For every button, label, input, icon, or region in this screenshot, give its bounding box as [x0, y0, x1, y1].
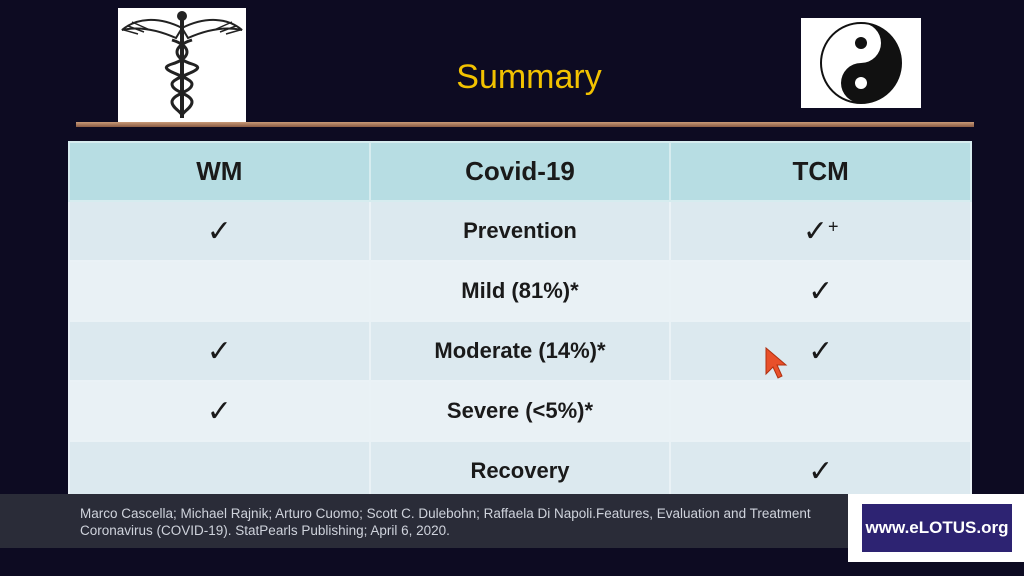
wm-cell — [69, 261, 370, 321]
plus-mark: + — [827, 216, 839, 237]
wm-cell — [69, 441, 370, 501]
table-header-row — [69, 142, 971, 201]
table-row — [69, 381, 971, 441]
tcm-cell — [670, 441, 971, 501]
check-icon: ✓ — [802, 214, 828, 248]
stage-label: Severe (<5%)* — [370, 381, 671, 441]
check-icon: ✓ — [808, 334, 834, 368]
header-covid: Covid-19 — [370, 142, 671, 201]
citation-bar — [0, 494, 852, 548]
summary-table — [68, 141, 972, 502]
check-icon: ✓ — [206, 214, 232, 248]
tcm-cell — [670, 201, 971, 261]
stage-label: Recovery — [370, 441, 671, 501]
tcm-cell — [670, 261, 971, 321]
table-row — [69, 261, 971, 321]
check-icon: ✓ — [206, 394, 232, 428]
wm-cell — [69, 201, 370, 261]
tcm-cell — [670, 381, 971, 441]
table-row — [69, 441, 971, 501]
wm-cell — [69, 381, 370, 441]
cursor-arrow-icon — [764, 346, 788, 385]
stage-label: Mild (81%)* — [370, 261, 671, 321]
stage-label: Prevention — [370, 201, 671, 261]
header-tcm: TCM — [670, 142, 971, 201]
brand-text: www.eLOTUS.org — [862, 504, 1012, 552]
elotus-logo — [848, 494, 1024, 562]
check-icon: ✓ — [808, 274, 834, 308]
slide-title: Summary — [456, 58, 602, 96]
stage-label: Moderate (14%)* — [370, 321, 671, 381]
table-row — [69, 321, 971, 381]
check-icon: ✓ — [206, 334, 232, 368]
check-icon: ✓ — [808, 454, 834, 488]
tcm-cell — [670, 321, 971, 381]
header-wm: WM — [69, 142, 370, 201]
citation-text: Marco Cascella; Michael Rajnik; Arturo Cuomo; Scott C. Dulebohn; Raffaela Di Napoli.Features, Evaluation and Treatment Coronavirus (COVID-19). StatPearls Publishing; April 6, 2020. — [80, 506, 811, 538]
table-row — [69, 201, 971, 261]
title-divider — [76, 122, 974, 127]
wm-cell — [69, 321, 370, 381]
